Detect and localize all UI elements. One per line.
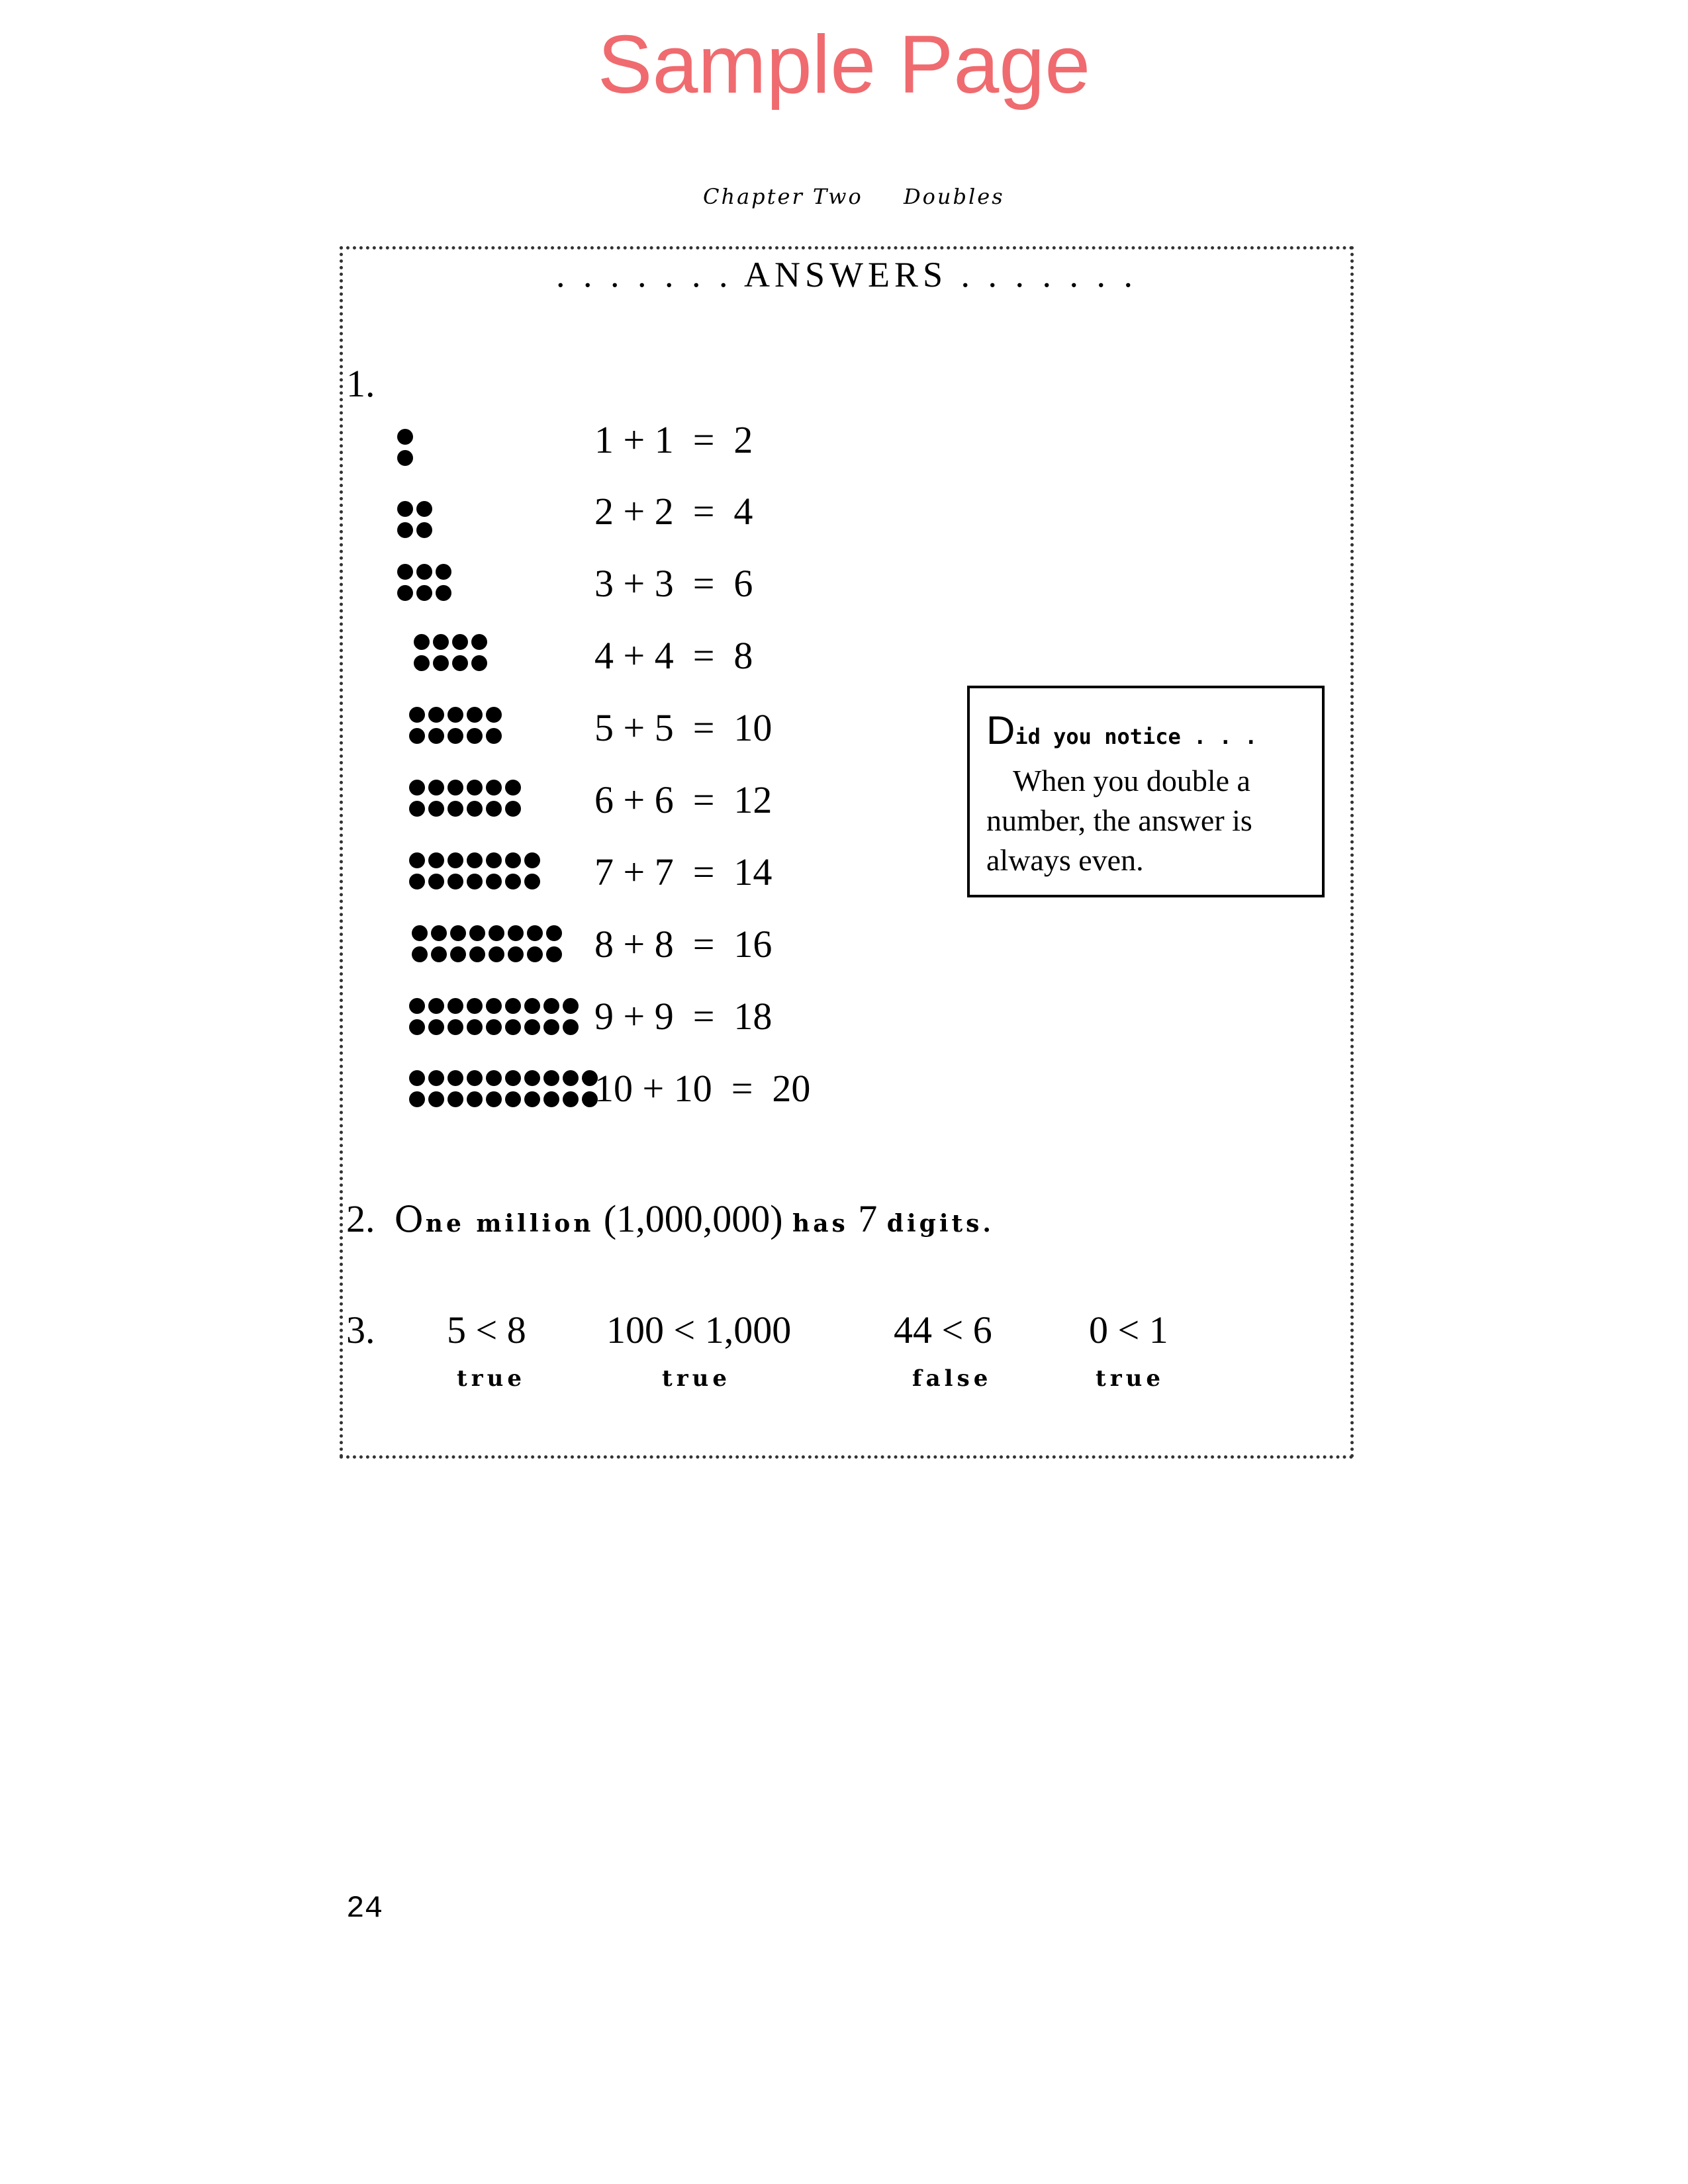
dot xyxy=(450,946,466,962)
dot xyxy=(469,925,485,941)
dot xyxy=(467,1019,483,1035)
callout-heading-initial: D xyxy=(986,708,1015,752)
dot xyxy=(508,925,524,941)
dot xyxy=(469,946,485,962)
dot xyxy=(486,874,502,889)
dot xyxy=(416,585,432,601)
dot-row-group-1 xyxy=(397,429,413,471)
dot xyxy=(486,728,502,744)
question-2-number: 2. xyxy=(346,1197,375,1240)
dot-row-group-7 xyxy=(409,852,540,895)
dot-row-group-8 xyxy=(412,925,562,968)
dot xyxy=(409,1091,425,1107)
equation-row-5: 5 + 5 = 10 xyxy=(594,706,773,749)
dot xyxy=(489,946,504,962)
dot xyxy=(414,634,430,650)
dot xyxy=(409,874,425,889)
dot xyxy=(416,501,432,517)
callout-body xyxy=(986,761,1317,880)
callout-line-2: number, the answer is xyxy=(986,803,1252,837)
inequality-3: 44 < 6 xyxy=(894,1308,992,1351)
dot xyxy=(428,852,444,868)
question-2-text-2: has xyxy=(792,1210,849,1238)
dot xyxy=(505,1019,521,1035)
dot xyxy=(447,874,463,889)
dot-row-group-2 xyxy=(397,501,432,543)
callout-line-3: always even. xyxy=(986,843,1144,877)
dot xyxy=(409,1019,425,1035)
dot xyxy=(409,1070,425,1086)
dot xyxy=(467,728,483,744)
dot xyxy=(508,946,524,962)
dot xyxy=(486,780,502,796)
dot xyxy=(543,998,559,1014)
dot-row-group-4 xyxy=(414,634,487,676)
question-2-text-3: digits. xyxy=(886,1210,994,1238)
equation-row-10: 10 + 10 = 20 xyxy=(594,1067,811,1110)
dot xyxy=(471,655,487,671)
dot xyxy=(428,874,444,889)
dot xyxy=(486,1091,502,1107)
inequality-1: 5 < 8 xyxy=(447,1308,526,1351)
dot xyxy=(467,707,483,723)
dot xyxy=(563,1091,579,1107)
dot xyxy=(428,801,444,817)
sample-page-watermark: Sample Page xyxy=(597,19,1091,111)
dot xyxy=(409,728,425,744)
dot xyxy=(428,998,444,1014)
question-2 xyxy=(346,1196,994,1247)
dot xyxy=(563,1019,579,1035)
dot xyxy=(409,780,425,796)
dot xyxy=(563,1070,579,1086)
dot xyxy=(486,801,502,817)
dot xyxy=(524,1091,540,1107)
dot xyxy=(505,1070,521,1086)
callout-heading xyxy=(986,709,1257,758)
dot xyxy=(452,655,468,671)
dot xyxy=(397,501,413,517)
dot xyxy=(447,728,463,744)
dot xyxy=(397,522,413,538)
dot xyxy=(527,946,543,962)
dot xyxy=(409,801,425,817)
dot xyxy=(436,564,451,580)
dot xyxy=(486,998,502,1014)
dot xyxy=(447,852,463,868)
verdict-1: true xyxy=(457,1365,526,1392)
running-head-chapter: Chapter Two xyxy=(703,184,863,209)
dot-row-group-9 xyxy=(409,998,579,1040)
dot xyxy=(505,852,521,868)
answers-title: . . . . . . . ANSWERS . . . . . . . xyxy=(555,255,1138,295)
dot xyxy=(543,1091,559,1107)
dot xyxy=(447,801,463,817)
dot xyxy=(467,801,483,817)
question-2-initial: O xyxy=(394,1199,426,1240)
dot xyxy=(505,1091,521,1107)
dot xyxy=(412,925,428,941)
dot xyxy=(486,1019,502,1035)
dot xyxy=(450,925,466,941)
dot xyxy=(428,707,444,723)
dot-row-group-5 xyxy=(409,707,502,749)
dot xyxy=(436,585,451,601)
dot-row-group-6 xyxy=(409,780,521,822)
dot xyxy=(467,780,483,796)
dot xyxy=(397,564,413,580)
dot xyxy=(428,1019,444,1035)
dot xyxy=(467,1070,483,1086)
dot xyxy=(489,925,504,941)
equation-row-9: 9 + 9 = 18 xyxy=(594,995,773,1038)
dot xyxy=(505,780,521,796)
running-head-topic: Doubles xyxy=(904,184,1005,209)
question-1-number: 1. xyxy=(346,362,375,405)
verdict-3: false xyxy=(912,1365,992,1392)
dot xyxy=(447,1019,463,1035)
dot xyxy=(524,1019,540,1035)
dot xyxy=(428,1091,444,1107)
equation-row-2: 2 + 2 = 4 xyxy=(594,490,753,533)
dot xyxy=(467,1091,483,1107)
dot xyxy=(412,946,428,962)
dot xyxy=(486,852,502,868)
equation-row-3: 3 + 3 = 6 xyxy=(594,562,753,605)
dot xyxy=(524,852,540,868)
dot xyxy=(397,429,413,445)
dot xyxy=(409,707,425,723)
callout-heading-text: id you notice . . . xyxy=(1015,724,1258,749)
dot xyxy=(524,998,540,1014)
question-2-digit-count: 7 xyxy=(858,1197,878,1240)
question-3-number: 3. xyxy=(346,1308,375,1351)
dot xyxy=(428,1070,444,1086)
dot xyxy=(447,780,463,796)
dot xyxy=(447,707,463,723)
dot xyxy=(431,925,447,941)
dot xyxy=(431,946,447,962)
dot xyxy=(524,874,540,889)
dot xyxy=(447,1070,463,1086)
dot xyxy=(546,925,562,941)
dot xyxy=(409,852,425,868)
dot xyxy=(505,874,521,889)
callout-line-1: When you double a xyxy=(1013,764,1250,797)
dot-row-group-3 xyxy=(397,564,451,606)
page-number: 24 xyxy=(346,1891,383,1926)
dot xyxy=(467,874,483,889)
dot xyxy=(546,946,562,962)
dot xyxy=(433,655,449,671)
equation-row-7: 7 + 7 = 14 xyxy=(594,850,773,893)
dot xyxy=(416,522,432,538)
dot xyxy=(505,998,521,1014)
dot xyxy=(563,998,579,1014)
question-2-text-1: ne million xyxy=(425,1210,594,1238)
dot xyxy=(543,1070,559,1086)
dot xyxy=(416,564,432,580)
equation-row-8: 8 + 8 = 16 xyxy=(594,923,773,966)
dot xyxy=(505,801,521,817)
dot xyxy=(447,998,463,1014)
dot xyxy=(486,707,502,723)
dot xyxy=(452,634,468,650)
inequality-2: 100 < 1,000 xyxy=(606,1308,792,1351)
dot xyxy=(467,852,483,868)
dot xyxy=(433,634,449,650)
dot-row-group-10 xyxy=(409,1070,598,1113)
verdict-2: true xyxy=(662,1365,731,1392)
question-2-figure: (1,000,000) xyxy=(603,1197,783,1240)
verdict-4: true xyxy=(1096,1365,1164,1392)
dot xyxy=(397,450,413,466)
dot xyxy=(471,634,487,650)
equation-row-4: 4 + 4 = 8 xyxy=(594,634,753,677)
dot xyxy=(397,585,413,601)
dot xyxy=(409,998,425,1014)
inequality-4: 0 < 1 xyxy=(1089,1308,1168,1351)
dot xyxy=(486,1070,502,1086)
dot xyxy=(428,780,444,796)
dot xyxy=(527,925,543,941)
dot xyxy=(524,1070,540,1086)
dot xyxy=(447,1091,463,1107)
equation-row-6: 6 + 6 = 12 xyxy=(594,778,773,821)
equation-row-1: 1 + 1 = 2 xyxy=(594,418,753,461)
dot xyxy=(467,998,483,1014)
dot xyxy=(414,655,430,671)
dot xyxy=(543,1019,559,1035)
dot xyxy=(428,728,444,744)
